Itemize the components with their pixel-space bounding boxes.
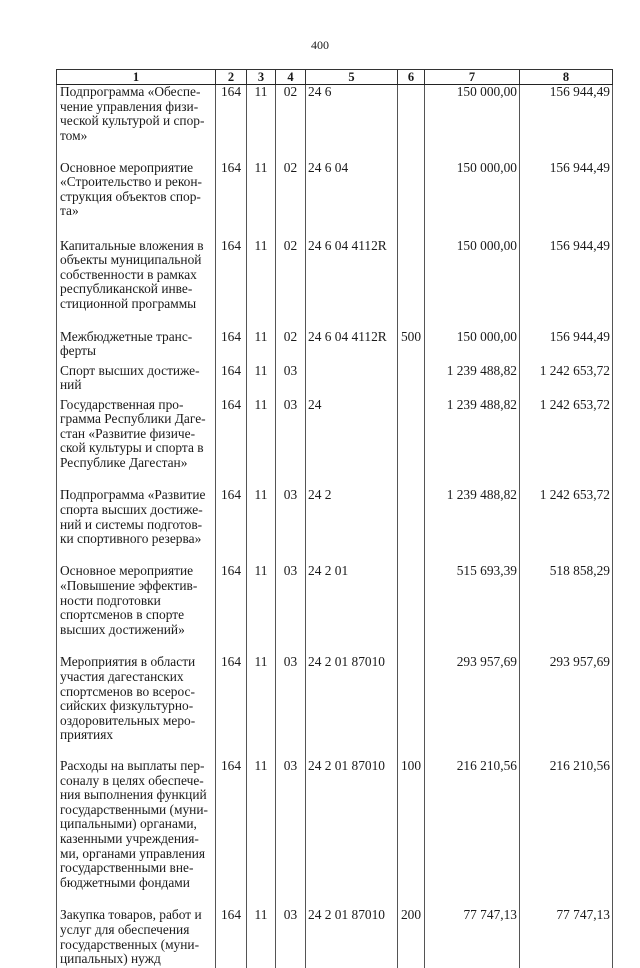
table-row xyxy=(57,908,613,968)
cell-col-7: 150 000,00 xyxy=(425,330,520,360)
spacer-cell xyxy=(306,743,398,759)
spacer-cell xyxy=(425,743,520,759)
cell-col-4: 03 xyxy=(276,655,306,743)
row-spacer xyxy=(57,548,613,564)
cell-col-7: 150 000,00 xyxy=(425,239,520,312)
spacer-cell xyxy=(216,470,247,488)
cell-col-3: 11 xyxy=(247,161,276,221)
cell-col-2: 164 xyxy=(216,759,247,890)
cell-col-3: 11 xyxy=(247,759,276,890)
cell-col-6: 100 xyxy=(398,759,425,890)
cell-col-6: 500 xyxy=(398,330,425,360)
row-spacer xyxy=(57,221,613,239)
cell-col-5 xyxy=(306,364,398,394)
spacer-cell xyxy=(57,145,216,161)
spacer-cell xyxy=(247,145,276,161)
row-spacer xyxy=(57,145,613,161)
cell-col-5: 24 6 04 4112R xyxy=(306,239,398,312)
table-row xyxy=(57,85,613,145)
spacer-cell xyxy=(520,312,613,330)
cell-col-5: 24 xyxy=(306,398,398,471)
cell-col-7: 150 000,00 xyxy=(425,85,520,145)
spacer-cell xyxy=(306,548,398,564)
cell-col-6 xyxy=(398,85,425,145)
cell-col-7: 293 957,69 xyxy=(425,655,520,743)
page-number: 400 xyxy=(0,38,640,53)
spacer-cell xyxy=(520,890,613,908)
spacer-cell xyxy=(398,548,425,564)
spacer-cell xyxy=(247,221,276,239)
spacer-cell xyxy=(57,221,216,239)
cell-col-8: 293 957,69 xyxy=(520,655,613,743)
spacer-cell xyxy=(216,145,247,161)
cell-col-3: 11 xyxy=(247,488,276,548)
row-spacer xyxy=(57,470,613,488)
spacer-cell xyxy=(276,743,306,759)
row-spacer xyxy=(57,637,613,655)
row-name-cell: Капитальные вложения в объекты муниципальной собственности в рамках республиканской инве- стиционной программы xyxy=(57,239,216,312)
cell-col-2: 164 xyxy=(216,161,247,221)
spacer-cell xyxy=(247,470,276,488)
cell-col-3: 11 xyxy=(247,85,276,145)
cell-col-2: 164 xyxy=(216,908,247,968)
budget-table xyxy=(56,69,613,968)
cell-col-3: 11 xyxy=(247,239,276,312)
table-row xyxy=(57,330,613,360)
spacer-cell xyxy=(216,548,247,564)
cell-col-8: 156 944,49 xyxy=(520,239,613,312)
spacer-cell xyxy=(520,145,613,161)
cell-col-2: 164 xyxy=(216,655,247,743)
row-name-cell: Спорт высших достиже- ний xyxy=(57,364,216,394)
cell-col-2: 164 xyxy=(216,488,247,548)
spacer-cell xyxy=(247,637,276,655)
row-name-cell: Закупка товаров, работ и услуг для обеспечения государственных (муни- ципальных) нужд xyxy=(57,908,216,968)
cell-col-7: 1 239 488,82 xyxy=(425,398,520,471)
spacer-cell xyxy=(398,145,425,161)
header-col-2: 2 xyxy=(216,70,247,85)
table-row xyxy=(57,161,613,221)
table-row xyxy=(57,564,613,637)
cell-col-2: 164 xyxy=(216,330,247,360)
cell-col-8: 1 242 653,72 xyxy=(520,488,613,548)
cell-col-5: 24 2 01 xyxy=(306,564,398,637)
table-row xyxy=(57,488,613,548)
table-row xyxy=(57,364,613,394)
header-col-5: 5 xyxy=(306,70,398,85)
cell-col-7: 1 239 488,82 xyxy=(425,488,520,548)
cell-col-2: 164 xyxy=(216,398,247,471)
spacer-cell xyxy=(276,548,306,564)
header-col-1: 1 xyxy=(57,70,216,85)
row-name-cell: Расходы на выплаты пер- соналу в целях обеспече- ния выполнения функций государственными (муни- ципальными) органами, казенными учреждения- ми, органами управления государственными вне- бюджетными фондами xyxy=(57,759,216,890)
cell-col-3: 11 xyxy=(247,398,276,471)
cell-col-6 xyxy=(398,161,425,221)
table-row xyxy=(57,398,613,471)
row-name-cell: Подпрограмма «Обеспе- чение управления физи- ческой культурой и спор- том» xyxy=(57,85,216,145)
cell-col-6 xyxy=(398,564,425,637)
spacer-cell xyxy=(306,470,398,488)
spacer-cell xyxy=(57,637,216,655)
cell-col-3: 11 xyxy=(247,655,276,743)
spacer-cell xyxy=(306,890,398,908)
cell-col-4: 03 xyxy=(276,398,306,471)
spacer-cell xyxy=(425,312,520,330)
spacer-cell xyxy=(398,470,425,488)
cell-col-4: 02 xyxy=(276,330,306,360)
cell-col-8: 156 944,49 xyxy=(520,85,613,145)
cell-col-4: 02 xyxy=(276,239,306,312)
header-col-6: 6 xyxy=(398,70,425,85)
cell-col-4: 03 xyxy=(276,908,306,968)
spacer-cell xyxy=(425,548,520,564)
cell-col-5: 24 6 04 4112R xyxy=(306,330,398,360)
spacer-cell xyxy=(276,890,306,908)
cell-col-7: 1 239 488,82 xyxy=(425,364,520,394)
cell-col-8: 216 210,56 xyxy=(520,759,613,890)
row-spacer xyxy=(57,890,613,908)
cell-col-4: 02 xyxy=(276,161,306,221)
cell-col-6: 200 xyxy=(398,908,425,968)
table-row xyxy=(57,655,613,743)
spacer-cell xyxy=(216,221,247,239)
spacer-cell xyxy=(398,890,425,908)
spacer-cell xyxy=(425,145,520,161)
cell-col-3: 11 xyxy=(247,564,276,637)
spacer-cell xyxy=(306,637,398,655)
header-col-4: 4 xyxy=(276,70,306,85)
cell-col-7: 150 000,00 xyxy=(425,161,520,221)
cell-col-8: 156 944,49 xyxy=(520,330,613,360)
cell-col-4: 03 xyxy=(276,364,306,394)
spacer-cell xyxy=(276,312,306,330)
spacer-cell xyxy=(306,312,398,330)
cell-col-4: 03 xyxy=(276,564,306,637)
cell-col-5: 24 2 01 87010 xyxy=(306,655,398,743)
table-row xyxy=(57,239,613,312)
cell-col-2: 164 xyxy=(216,364,247,394)
cell-col-4: 02 xyxy=(276,85,306,145)
cell-col-2: 164 xyxy=(216,239,247,312)
header-col-8: 8 xyxy=(520,70,613,85)
cell-col-3: 11 xyxy=(247,364,276,394)
row-spacer xyxy=(57,312,613,330)
table-body xyxy=(57,85,613,968)
cell-col-2: 164 xyxy=(216,85,247,145)
header-row xyxy=(57,70,613,85)
cell-col-7: 77 747,13 xyxy=(425,908,520,968)
cell-col-8: 1 242 653,72 xyxy=(520,398,613,471)
row-name-cell: Межбюджетные транс- ферты xyxy=(57,330,216,360)
row-name-cell: Подпрограмма «Развитие спорта высших достиже- ний и системы подготов- ки спортивного резерва» xyxy=(57,488,216,548)
spacer-cell xyxy=(247,548,276,564)
spacer-cell xyxy=(425,470,520,488)
table-row xyxy=(57,759,613,890)
spacer-cell xyxy=(425,221,520,239)
cell-col-5: 24 2 01 87010 xyxy=(306,908,398,968)
header-col-7: 7 xyxy=(425,70,520,85)
spacer-cell xyxy=(57,470,216,488)
spacer-cell xyxy=(398,221,425,239)
spacer-cell xyxy=(398,637,425,655)
cell-col-6 xyxy=(398,488,425,548)
spacer-cell xyxy=(57,890,216,908)
cell-col-5: 24 2 xyxy=(306,488,398,548)
spacer-cell xyxy=(276,145,306,161)
cell-col-4: 03 xyxy=(276,488,306,548)
spacer-cell xyxy=(276,470,306,488)
cell-col-6 xyxy=(398,655,425,743)
spacer-cell xyxy=(520,548,613,564)
cell-col-8: 1 242 653,72 xyxy=(520,364,613,394)
spacer-cell xyxy=(216,637,247,655)
spacer-cell xyxy=(276,221,306,239)
row-name-cell: Мероприятия в области участия дагестанских спортсменов во всерос- сийских физкультурно- оздоровительных меро- приятиях xyxy=(57,655,216,743)
spacer-cell xyxy=(57,743,216,759)
spacer-cell xyxy=(247,743,276,759)
cell-col-5: 24 6 04 xyxy=(306,161,398,221)
cell-col-2: 164 xyxy=(216,564,247,637)
cell-col-5: 24 2 01 87010 xyxy=(306,759,398,890)
spacer-cell xyxy=(57,548,216,564)
spacer-cell xyxy=(425,890,520,908)
cell-col-3: 11 xyxy=(247,908,276,968)
spacer-cell xyxy=(520,221,613,239)
spacer-cell xyxy=(216,743,247,759)
spacer-cell xyxy=(216,312,247,330)
header-col-3: 3 xyxy=(247,70,276,85)
cell-col-6 xyxy=(398,239,425,312)
spacer-cell xyxy=(247,312,276,330)
spacer-cell xyxy=(57,312,216,330)
spacer-cell xyxy=(520,743,613,759)
cell-col-7: 515 693,39 xyxy=(425,564,520,637)
cell-col-5: 24 6 xyxy=(306,85,398,145)
row-name-cell: Основное мероприятие «Строительство и рекон- струкция объектов спор- та» xyxy=(57,161,216,221)
spacer-cell xyxy=(398,743,425,759)
spacer-cell xyxy=(520,637,613,655)
row-name-cell: Государственная про- грамма Республики Даге- стан «Развитие физиче- ской культуры и спорта в Республике Дагестан» xyxy=(57,398,216,471)
cell-col-4: 03 xyxy=(276,759,306,890)
spacer-cell xyxy=(520,470,613,488)
row-name-cell: Основное мероприятие «Повышение эффектив- ности подготовки спортсменов в спорте высших достижений» xyxy=(57,564,216,637)
spacer-cell xyxy=(306,145,398,161)
cell-col-8: 518 858,29 xyxy=(520,564,613,637)
cell-col-6 xyxy=(398,364,425,394)
spacer-cell xyxy=(398,312,425,330)
spacer-cell xyxy=(247,890,276,908)
cell-col-6 xyxy=(398,398,425,471)
cell-col-3: 11 xyxy=(247,330,276,360)
spacer-cell xyxy=(216,890,247,908)
spacer-cell xyxy=(276,637,306,655)
cell-col-7: 216 210,56 xyxy=(425,759,520,890)
row-spacer xyxy=(57,743,613,759)
cell-col-8: 77 747,13 xyxy=(520,908,613,968)
spacer-cell xyxy=(306,221,398,239)
cell-col-8: 156 944,49 xyxy=(520,161,613,221)
spacer-cell xyxy=(425,637,520,655)
